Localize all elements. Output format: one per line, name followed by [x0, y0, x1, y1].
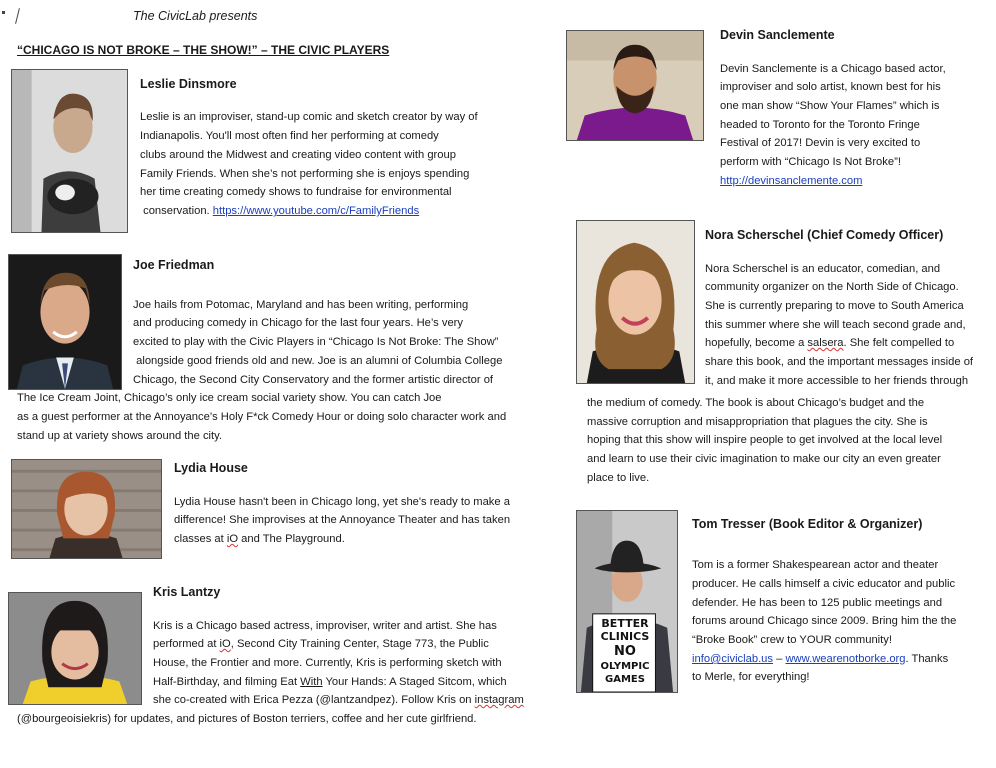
nora-bio-spellcheck: salsera — [807, 337, 844, 349]
joe-bio-line: Joe hails from Potomac, Maryland and has been writing, performing — [133, 299, 469, 311]
nora-bio-line: it, and make it more accessible to her friends through — [705, 375, 969, 387]
devin-bio-line: Festival of 2017! Devin is very excited to — [720, 137, 921, 149]
tom-photo — [576, 510, 678, 693]
tom-contact-line — [692, 652, 948, 666]
nora-bio-line: place to live. — [587, 472, 650, 484]
kris-bio-text: Your Hands: A Staged Sitcom, which — [322, 676, 507, 688]
devin-bio-line: perform with “Chicago Is Not Broke”! — [720, 156, 901, 168]
nora-bio-line: community organizer on the North Side of Chicago. — [705, 281, 959, 293]
sign-line: CLINICS — [600, 630, 650, 643]
leslie-bio-line: conservation. — [140, 205, 213, 217]
tom-bio-line: “Broke Book” crew to YOUR community! — [692, 634, 892, 646]
kris-bio-underlined: With — [300, 676, 323, 688]
kris-bio-line-5 — [153, 693, 524, 707]
kris-bio-line: (@bourgeoisiekris) for updates, and pictures of Boston terriers, coffee and her cute girlfriend. — [17, 713, 477, 725]
kris-bio-text: , Second City Training Center, Stage 773, the Public — [230, 638, 489, 650]
tom-bio-line: to Merle, for everything! — [692, 671, 810, 683]
devin-bio-line: Devin Sanclemente is a Chicago based actor, — [720, 63, 946, 75]
kris-bio-line: House, the Frontier and more. Currently, Kris is performing sketch with — [153, 657, 502, 669]
devin-bio-line: one man show “Show Your Flames” which is — [720, 100, 940, 112]
kris-bio-text: Half-Birthday, and filming Eat — [153, 676, 301, 688]
nora-bio-line: and learn to use their civic imagination to make our city an even greater — [587, 453, 941, 465]
page-title: “CHICAGO IS NOT BROKE – THE SHOW!” – THE CIVIC PLAYERS — [17, 43, 390, 57]
lydia-bio-spellcheck: iO — [226, 533, 239, 545]
joe-bio-line: alongside good friends old and new. Joe is an alumni of Columbia College — [133, 355, 503, 367]
tom-website-link[interactable]: www.wearenotborke.org — [785, 653, 906, 665]
corner-mark-line — [15, 8, 20, 24]
tom-email-link[interactable]: info@civiclab.us — [692, 653, 774, 665]
devin-website-link[interactable]: http://devinsanclemente.com — [720, 175, 863, 187]
sign-line: OLYMPIC — [600, 661, 650, 672]
kris-bio-line-2 — [153, 637, 489, 651]
nora-bio-line: share this book, and the important messages inside of — [705, 356, 974, 368]
joe-bio-line: excited to play with the Civic Players in “Chicago Is Not Broke: The Show” — [133, 336, 499, 348]
kris-bio-spellcheck: instagram — [474, 694, 524, 706]
kris-bio-text: she co-created with Erica Pezza (@lantzandpez). Follow Kris on — [153, 694, 475, 706]
leslie-bio-line: Indianapolis. You'll most often find her performing at comedy — [140, 130, 439, 142]
nora-bio-text: hopefully, become a — [705, 337, 808, 349]
nora-bio-line: hoping that this show will inspire people to get involved at the local level — [587, 434, 943, 446]
corner-mark-dot — [2, 11, 5, 14]
nora-bio-line: Nora Scherschel is an educator, comedian, and — [705, 263, 941, 275]
tom-bio-line: defender. He has been to 125 public meetings and — [692, 597, 943, 609]
nora-bio-line: She is currently preparing to move to South America — [705, 300, 964, 312]
tom-sign — [593, 615, 657, 693]
nora-bio-line: this summer where she will teach second grade and, — [705, 319, 966, 331]
sign-line: NO — [614, 644, 636, 659]
joe-bio-line: and producing comedy in Chicago for the last four years. He’s very — [133, 317, 463, 329]
nora-name: Nora Scherschel (Chief Comedy Officer) — [705, 228, 944, 242]
joe-name: Joe Friedman — [133, 258, 215, 272]
kris-bio-spellcheck: iO — [219, 638, 231, 650]
joe-photo — [8, 254, 122, 390]
tom-dash: – — [773, 653, 786, 665]
kris-photo — [8, 592, 142, 705]
lydia-name: Lydia House — [174, 461, 248, 475]
leslie-bio-line: Leslie is an improviser, stand-up comic and sketch creator by way of — [140, 111, 478, 123]
tom-name: Tom Tresser (Book Editor & Organizer) — [692, 517, 923, 531]
devin-photo — [566, 30, 704, 141]
leslie-bio-line: clubs around the Midwest and creating video content with group — [140, 149, 456, 161]
nora-bio-text: . She felt compelled to — [843, 337, 955, 349]
joe-bio-line: The Ice Cream Joint, Chicago’s only ice cream social variety show. You can catch Joe — [17, 392, 442, 404]
leslie-youtube-link[interactable]: https://www.youtube.com/c/FamilyFriends — [212, 205, 420, 217]
leslie-bio-last — [140, 204, 419, 218]
lydia-bio-text: and The Playground. — [238, 533, 345, 545]
joe-bio-line: Chicago, the Second City Conservatory and the former artistic director of — [133, 374, 494, 386]
nora-photo — [576, 220, 695, 384]
lydia-bio-line: Lydia House hasn't been in Chicago long, yet she's ready to make a — [174, 496, 510, 508]
lydia-photo — [11, 459, 162, 559]
nora-bio-line: the medium of comedy. The book is about Chicago’s budget and the — [587, 397, 925, 409]
sign-line: GAMES — [605, 674, 645, 685]
lydia-bio-text: classes at — [174, 533, 227, 545]
nora-bio-line: massive corruption and misappropriation that plagues the city. She is — [587, 416, 928, 428]
leslie-bio-line: Family Friends. When she’s not performing she is enjoys spending — [140, 168, 470, 180]
devin-bio-line: headed to Toronto for the Toronto Fringe — [720, 119, 920, 131]
tom-bio-line: Tom is a former Shakespearean actor and theater — [692, 559, 939, 571]
sign-line: BETTER — [601, 617, 649, 630]
joe-bio-line: as a guest performer at the Annoyance’s Holy F*ck Comedy Hour or doing solo character work and — [17, 411, 507, 423]
kris-bio-line-4 — [153, 675, 507, 689]
lydia-bio-line-3 — [174, 532, 345, 546]
leslie-name: Leslie Dinsmore — [140, 77, 237, 91]
leslie-photo — [11, 69, 128, 233]
kris-bio-text: performed at — [153, 638, 220, 650]
devin-bio-line: improviser and solo artist, known best for his — [720, 81, 941, 93]
kris-bio-line: Kris is a Chicago based actress, improviser, writer and artist. She has — [153, 620, 497, 632]
leslie-bio-line: her time creating comedy shows to fundraise for environmental — [140, 186, 452, 198]
lydia-bio-line: difference! She improvises at the Annoyance Theater and has taken — [174, 514, 511, 526]
nora-bio-line-5 — [705, 336, 954, 350]
tom-bio-line: forums around Chicago since 2009. Bring him the the — [692, 615, 957, 627]
joe-bio-line: stand up at variety shows around the city. — [17, 430, 223, 442]
devin-name: Devin Sanclemente — [720, 28, 835, 42]
presenter-line: The CivicLab presents — [133, 9, 258, 23]
tom-bio-line: producer. He calls himself a civic educator and public — [692, 578, 956, 590]
tom-thanks-text: . Thanks — [905, 653, 949, 665]
kris-name: Kris Lantzy — [153, 585, 221, 599]
